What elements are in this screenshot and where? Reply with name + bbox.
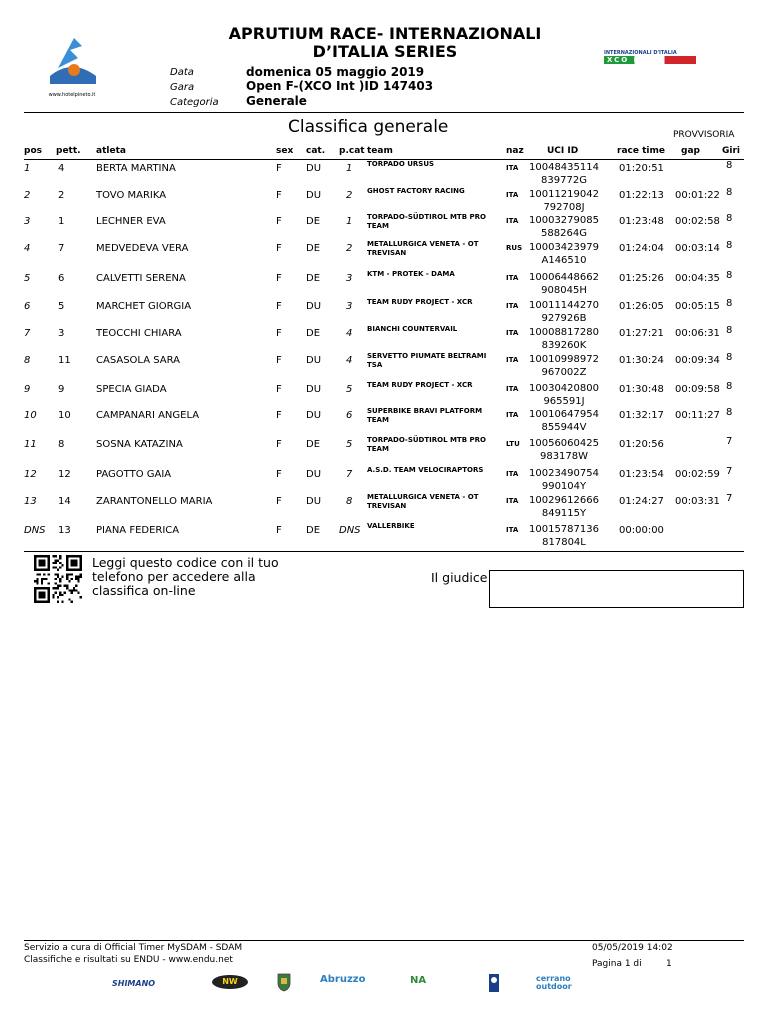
row-pos: 10 — [24, 410, 37, 421]
row-gap: 00:03:14 — [675, 243, 720, 254]
row-pos: 1 — [24, 163, 31, 174]
row-naz: ITA — [506, 356, 519, 364]
row-pos: 2 — [24, 190, 31, 201]
row-uci-id — [528, 214, 600, 240]
row-giri: 8 — [726, 325, 733, 336]
row-uci-code: 908045H — [541, 285, 587, 296]
row-pett: 14 — [58, 496, 71, 507]
row-uci-code: A146510 — [541, 255, 587, 266]
row-naz: ITA — [506, 164, 519, 172]
row-uci-number: 10006448662 — [529, 272, 599, 283]
row-pett: 13 — [58, 525, 71, 536]
row-pett: 2 — [58, 190, 65, 201]
row-atleta: CALVETTI SERENA — [96, 273, 186, 284]
status-badge: PROVVISORIA — [673, 130, 735, 140]
row-cat: DU — [306, 410, 322, 421]
row-gap: 00:06:31 — [675, 328, 720, 339]
row-atleta: SOSNA KATAZINA — [96, 439, 183, 450]
row-pos: 7 — [24, 328, 31, 339]
col-pett: pett. — [56, 146, 81, 156]
row-gap: 00:11:27 — [675, 410, 720, 421]
meta-label-gara: Gara — [170, 82, 195, 93]
row-uci-id — [528, 408, 600, 434]
row-atleta: TOVO MARIKA — [96, 190, 167, 201]
row-uci-id — [528, 188, 600, 214]
row-naz: ITA — [506, 385, 519, 393]
row-atleta: PIANA FEDERICA — [96, 525, 180, 536]
row-time: 01:20:51 — [619, 163, 664, 174]
col-pos: pos — [24, 146, 42, 156]
series-logo-top: INTERNAZIONALI D'ITALIA — [604, 50, 677, 56]
row-uci-id — [528, 271, 600, 297]
row-cat: DU — [306, 190, 322, 201]
row-uci-code: 927926B — [541, 313, 587, 324]
row-atleta: BERTA MARTINA — [96, 163, 176, 174]
row-team: TORPADO URSUS — [367, 160, 435, 168]
row-gap: 00:04:35 — [675, 273, 720, 284]
organizer-logo — [44, 28, 100, 98]
row-uci-id — [528, 299, 600, 325]
row-sex: F — [276, 384, 282, 395]
row-uci-code: 817804L — [542, 537, 586, 548]
row-team: METALLURGICA VENETA - OT TREVISAN — [367, 240, 479, 257]
row-atleta: LECHNER EVA — [96, 216, 166, 227]
row-pett: 7 — [58, 243, 65, 254]
row-time: 01:30:48 — [619, 384, 664, 395]
row-pcat: 5 — [346, 384, 353, 395]
row-giri: 7 — [726, 466, 733, 477]
row-cat: DU — [306, 496, 322, 507]
row-uci-number: 10015787136 — [529, 524, 599, 535]
row-naz: ITA — [506, 329, 519, 337]
row-uci-number: 10010998972 — [529, 354, 599, 365]
row-pos: 6 — [24, 301, 31, 312]
page-title: APRUTIUM RACE- INTERNAZIONALI D’ITALIA SERIES — [228, 24, 542, 61]
row-cat: DE — [306, 439, 321, 450]
row-time: 01:32:17 — [619, 410, 664, 421]
row-naz: ITA — [506, 274, 519, 282]
row-cat: DE — [306, 328, 321, 339]
row-gap: 00:02:58 — [675, 216, 720, 227]
row-uci-number: 10003279085 — [529, 215, 599, 226]
row-cat: DU — [306, 301, 322, 312]
row-time: 01:24:04 — [619, 243, 664, 254]
row-uci-code: 839772G — [541, 175, 587, 186]
row-pos: 3 — [24, 216, 31, 227]
row-uci-id — [528, 382, 600, 408]
row-sex: F — [276, 190, 282, 201]
row-pcat: 3 — [346, 301, 353, 312]
row-naz: ITA — [506, 217, 519, 225]
sponsor-cyclist-icon — [486, 972, 502, 994]
row-sex: F — [276, 496, 282, 507]
row-atleta: MARCHET GIORGIA — [96, 301, 192, 312]
row-team: GHOST FACTORY RACING — [367, 187, 465, 195]
row-pett: 3 — [58, 328, 65, 339]
row-gap: 00:05:15 — [675, 301, 720, 312]
row-uci-number: 10010647954 — [529, 409, 599, 420]
row-sex: F — [276, 328, 282, 339]
row-cat: DU — [306, 384, 322, 395]
row-pett: 1 — [58, 216, 65, 227]
row-sex: F — [276, 525, 282, 536]
col-naz: naz — [506, 146, 524, 156]
organizer-url: www.hotelpineto.it — [48, 92, 96, 98]
header-divider — [24, 112, 744, 113]
row-sex: F — [276, 469, 282, 480]
row-atleta: MEDVEDEVA VERA — [96, 243, 189, 254]
row-giri: 8 — [726, 240, 733, 251]
series-logo-bottom: XCO MTB — [604, 56, 696, 64]
row-giri: 8 — [726, 298, 733, 309]
row-time: 01:23:48 — [619, 216, 664, 227]
col-team: team — [367, 146, 393, 156]
judge-label: Il giudice — [431, 570, 488, 585]
row-pcat: 4 — [346, 355, 353, 366]
row-uci-number: 10030420800 — [529, 383, 599, 394]
row-uci-code: 792708J — [543, 202, 585, 213]
row-uci-code: 855944V — [541, 422, 587, 433]
row-team: TORPADO-SÜDTIROL MTB PRO TEAM — [367, 213, 486, 230]
row-team: VALLERBIKE — [367, 522, 415, 530]
row-sex: F — [276, 410, 282, 421]
row-team: SUPERBIKE BRAVI PLATFORM TEAM — [367, 407, 483, 424]
footer-page-total: 1 — [666, 959, 672, 969]
col-atleta: atleta — [96, 146, 126, 156]
sponsor-abruzzo: Abruzzo — [320, 974, 366, 985]
series-logo — [604, 50, 696, 70]
row-pcat: 5 — [346, 439, 353, 450]
row-cat: DE — [306, 216, 321, 227]
row-giri: 7 — [726, 436, 733, 447]
row-pcat: DNS — [339, 525, 361, 536]
row-uci-id — [528, 494, 600, 520]
row-naz: ITA — [506, 191, 519, 199]
row-gap: 00:02:59 — [675, 469, 720, 480]
row-atleta: SPECIA GIADA — [96, 384, 167, 395]
row-pett: 9 — [58, 384, 65, 395]
row-uci-number: 10008817280 — [529, 327, 599, 338]
col-sex: sex — [276, 146, 294, 156]
row-pett: 5 — [58, 301, 65, 312]
judge-signature-box — [489, 570, 744, 608]
row-pcat: 6 — [346, 410, 353, 421]
row-uci-number: 10056060425 — [529, 438, 599, 449]
row-pos: 11 — [24, 439, 37, 450]
row-uci-id — [528, 161, 600, 187]
row-team: METALLURGICA VENETA - OT TREVISAN — [367, 493, 479, 510]
row-giri: 8 — [726, 270, 733, 281]
section-title: Classifica generale — [288, 117, 449, 137]
qr-code — [34, 555, 82, 603]
meta-label-categoria: Categoria — [170, 97, 219, 108]
row-time: 01:24:27 — [619, 496, 664, 507]
row-pcat: 1 — [346, 216, 353, 227]
row-giri: 7 — [726, 493, 733, 504]
footer-page-label: Pagina 1 di — [592, 959, 642, 969]
row-pcat: 3 — [346, 273, 353, 284]
row-sex: F — [276, 355, 282, 366]
row-time: 00:00:00 — [619, 525, 664, 536]
row-atleta: PAGOTTO GAIA — [96, 469, 172, 480]
row-uci-number: 10023490754 — [529, 468, 599, 479]
row-uci-id — [528, 437, 600, 463]
row-time: 01:23:54 — [619, 469, 664, 480]
sponsor-na: NA — [410, 975, 427, 986]
col-giri: Giri — [722, 146, 740, 156]
meta-value-categoria: Generale — [246, 94, 307, 108]
row-giri: 8 — [726, 381, 733, 392]
row-uci-code: 965591J — [543, 396, 585, 407]
row-time: 01:30:24 — [619, 355, 664, 366]
row-pcat: 8 — [346, 496, 353, 507]
row-giri: 8 — [726, 160, 733, 171]
row-pett: 8 — [58, 439, 65, 450]
row-sex: F — [276, 243, 282, 254]
row-uci-number: 10003423979 — [529, 242, 599, 253]
row-giri: 8 — [726, 352, 733, 363]
row-gap: 00:01:22 — [675, 190, 720, 201]
row-giri: 8 — [726, 407, 733, 418]
sponsor-municipal-crest-icon — [276, 972, 292, 992]
qr-instructions: Leggi questo codice con il tuo telefono per accedere alla classifica on-line — [92, 555, 279, 598]
row-uci-number: 10011219042 — [529, 189, 599, 200]
row-uci-id — [528, 353, 600, 379]
row-atleta: TEOCCHI CHIARA — [96, 328, 182, 339]
row-uci-code: 839260K — [541, 340, 587, 351]
row-uci-code: 990104Y — [541, 481, 587, 492]
row-uci-number: 10029612666 — [529, 495, 599, 506]
row-cat: DE — [306, 273, 321, 284]
col-cat: cat. — [306, 146, 326, 156]
row-pos: 4 — [24, 243, 31, 254]
row-cat: DU — [306, 163, 322, 174]
row-pcat: 2 — [346, 243, 353, 254]
row-cat: DU — [306, 355, 322, 366]
row-uci-id — [528, 523, 600, 549]
row-giri: 8 — [726, 213, 733, 224]
footer-service: Servizio a cura di Official Timer MySDAM - SDAM — [24, 943, 243, 953]
row-naz: ITA — [506, 497, 519, 505]
meta-label-data: Data — [170, 67, 194, 78]
row-uci-code: 983178W — [539, 451, 589, 462]
sponsor-cerrano: cerrano outdoor — [536, 974, 572, 991]
row-cat: DU — [306, 469, 322, 480]
footer-divider — [24, 940, 744, 941]
meta-value-data: domenica 05 maggio 2019 — [246, 65, 425, 79]
row-naz: ITA — [506, 302, 519, 310]
row-gap: 00:09:34 — [675, 355, 720, 366]
sponsor-northwave: NW — [212, 975, 248, 989]
row-uci-id — [528, 326, 600, 352]
row-gap: 00:09:58 — [675, 384, 720, 395]
col-time: race time — [617, 146, 665, 156]
row-uci-code: 967002Z — [541, 367, 587, 378]
row-team: TEAM RUDY PROJECT - XCR — [367, 298, 473, 306]
row-pcat: 1 — [346, 163, 353, 174]
row-pos: 5 — [24, 273, 31, 284]
row-pett: 10 — [58, 410, 71, 421]
row-time: 01:22:13 — [619, 190, 664, 201]
row-naz: LTU — [506, 440, 520, 448]
row-pett: 6 — [58, 273, 65, 284]
row-sex: F — [276, 163, 282, 174]
footer-datetime: 05/05/2019 14:02 — [592, 943, 673, 953]
row-sex: F — [276, 273, 282, 284]
row-uci-number: 10048435114 — [529, 162, 599, 173]
row-naz: ITA — [506, 470, 519, 478]
row-pos: 12 — [24, 469, 37, 480]
row-time: 01:20:56 — [619, 439, 664, 450]
row-team: TEAM RUDY PROJECT - XCR — [367, 381, 473, 389]
table-bottom-divider — [24, 551, 744, 552]
row-time: 01:26:05 — [619, 301, 664, 312]
row-naz: RUS — [506, 244, 523, 252]
row-naz: ITA — [506, 411, 519, 419]
row-pcat: 4 — [346, 328, 353, 339]
row-pett: 12 — [58, 469, 71, 480]
col-pcat: p.cat — [339, 146, 365, 156]
row-pos: 9 — [24, 384, 31, 395]
row-cat: DE — [306, 525, 321, 536]
meta-value-gara: Open F-(XCO Int )ID 147403 — [246, 79, 434, 93]
row-pos: 13 — [24, 496, 37, 507]
row-team: A.S.D. TEAM VELOCIRAPTORS — [367, 466, 484, 474]
row-cat: DE — [306, 243, 321, 254]
row-pos: 8 — [24, 355, 31, 366]
row-team: TORPADO-SÜDTIROL MTB PRO TEAM — [367, 436, 486, 453]
row-sex: F — [276, 216, 282, 227]
row-pcat: 2 — [346, 190, 353, 201]
row-pett: 4 — [58, 163, 65, 174]
row-team: SERVETTO PIUMATE BELTRAMI TSA — [367, 352, 487, 369]
row-atleta: CAMPANARI ANGELA — [96, 410, 200, 421]
row-uci-id — [528, 467, 600, 493]
row-pett: 11 — [58, 355, 71, 366]
footer-results: Classifiche e risultati su ENDU - www.endu.net — [24, 955, 233, 965]
col-gap: gap — [681, 146, 700, 156]
sponsor-shimano: SHIMANO — [112, 979, 156, 988]
col-uci: UCI ID — [547, 146, 579, 156]
row-gap: 00:03:31 — [675, 496, 720, 507]
row-uci-id — [528, 241, 600, 267]
row-atleta: CASASOLA SARA — [96, 355, 180, 366]
row-giri: 8 — [726, 187, 733, 198]
row-team: KTM - PROTEK - DAMA — [367, 270, 455, 278]
row-uci-code: 588264G — [541, 228, 587, 239]
row-naz: ITA — [506, 526, 519, 534]
row-uci-number: 10011144270 — [529, 300, 599, 311]
row-uci-code: 849115Y — [541, 508, 587, 519]
row-pcat: 7 — [346, 469, 353, 480]
row-time: 01:27:21 — [619, 328, 664, 339]
row-sex: F — [276, 439, 282, 450]
row-sex: F — [276, 301, 282, 312]
row-atleta: ZARANTONELLO MARIA — [96, 496, 213, 507]
row-team: BIANCHI COUNTERVAIL — [367, 325, 458, 333]
row-pos: DNS — [24, 525, 46, 536]
row-time: 01:25:26 — [619, 273, 664, 284]
